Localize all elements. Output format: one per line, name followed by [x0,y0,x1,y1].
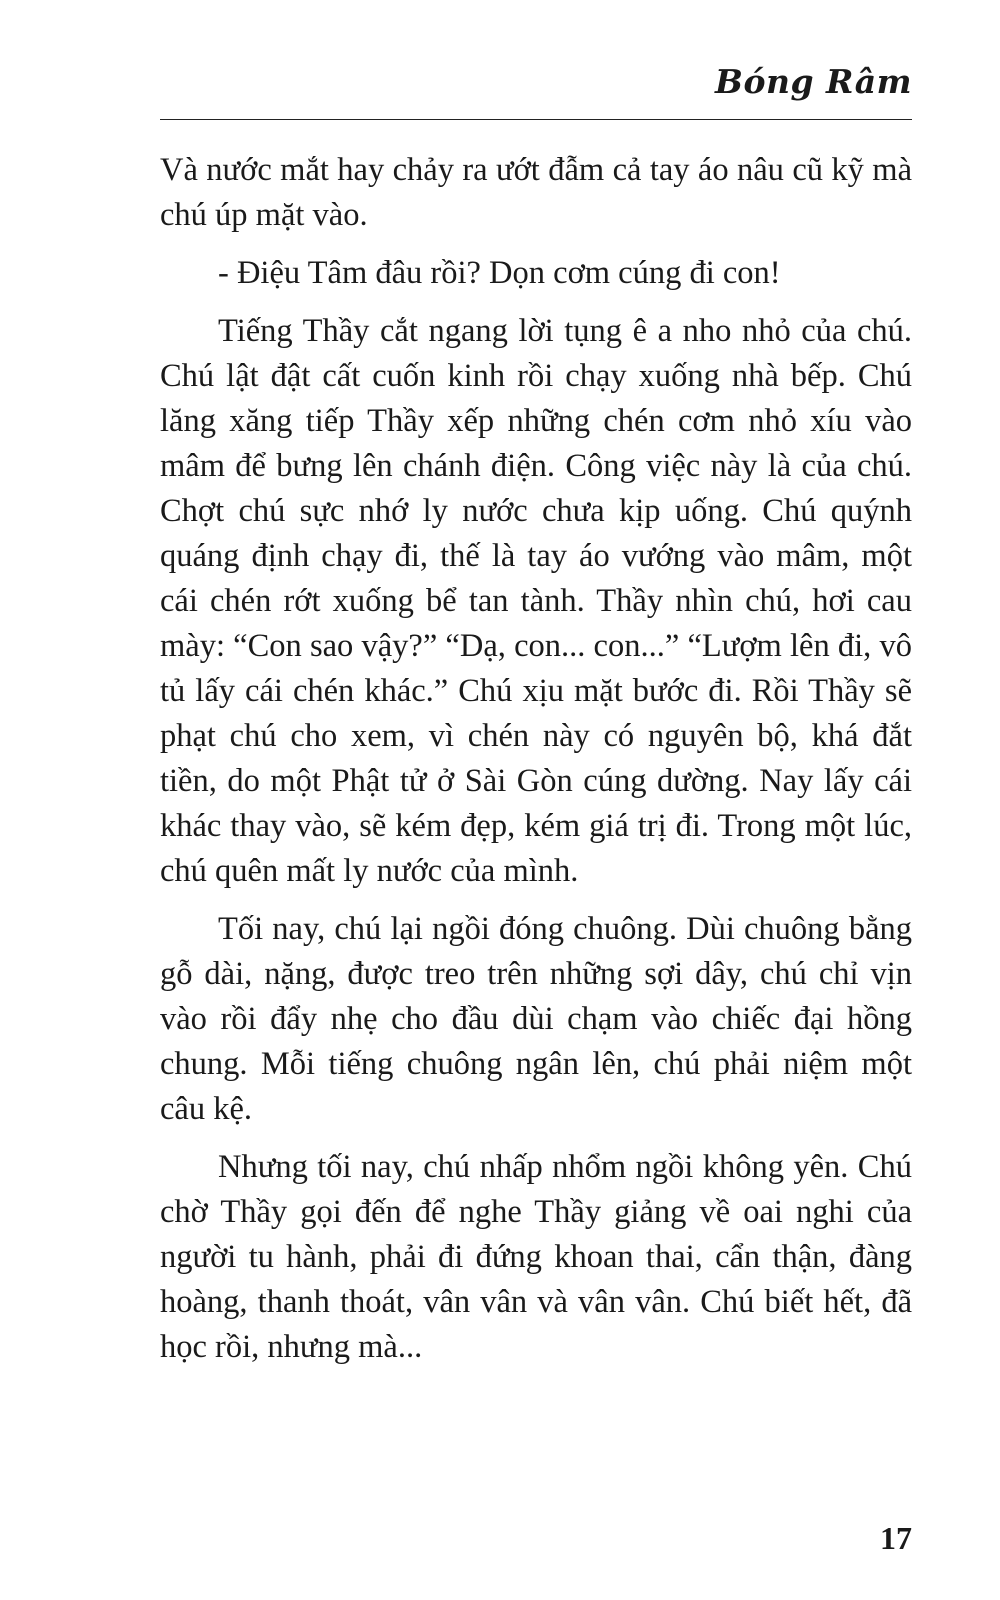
running-header-title: Bóng Râm [715,62,912,101]
paragraph-2: - Điệu Tâm đâu rồi? Dọn cơm cúng đi con! [218,255,781,291]
page-number: 17 [880,1520,912,1556]
header-rule [160,119,912,120]
paragraph-3: Tiếng Thầy cắt ngang lời tụng ê a nho nhỏ của chú. Chú lật đật cất cuốn kinh rồi chạy xuống nhà bếp. Chú lăng xăng tiếp Thầy xếp những chén cơm nhỏ xíu vào mâm để bưng lên chánh điện. Công việc này là của chú. Chợt chú sực nhớ ly nước chưa kịp uống. Chú quýnh quáng định chạy đi, thế là tay áo vướng vào mâm, một cái chén rớt xuống bể tan tành. Thầy nhìn chú, hơi cau mày: “Con sao vậy?” “Dạ, con... con...” “Lượm lên đi, vô tủ lấy cái chén khác.” Chú xịu mặt bước đi. Rồi Thầy sẽ phạt chú cho xem, vì chén này có nguyên bộ, khá đắt tiền, do một Phật tử ở Sài Gòn cúng dường. Nay lấy cái khác thay vào, sẽ kém đẹp, kém giá trị đi. Trong một lúc, chú quên mất ly nước của mình. [160,313,912,889]
paragraph-1: Và nước mắt hay chảy ra ướt đẫm cả tay áo nâu cũ kỹ mà chú úp mặt vào. [160,152,912,233]
paragraph-5: Nhưng tối nay, chú nhấp nhổm ngồi không yên. Chú chờ Thầy gọi đến để nghe Thầy giảng về oai nghi của người tu hành, phải đi đứng khoan thai, cẩn thận, đàng hoàng, thanh thoát, vân vân và vân vân. Chú biết hết, đã học rồi, nhưng mà... [160,1149,912,1365]
body-text [160,148,912,1383]
paragraph-4: Tối nay, chú lại ngồi đóng chuông. Dùi chuông bằng gỗ dài, nặng, được treo trên những sợi dây, chú chỉ vịn vào rồi đẩy nhẹ cho đầu dùi chạm vào chiếc đại hồng chung. Mỗi tiếng chuông ngân lên, chú phải niệm một câu kệ. [160,911,912,1127]
